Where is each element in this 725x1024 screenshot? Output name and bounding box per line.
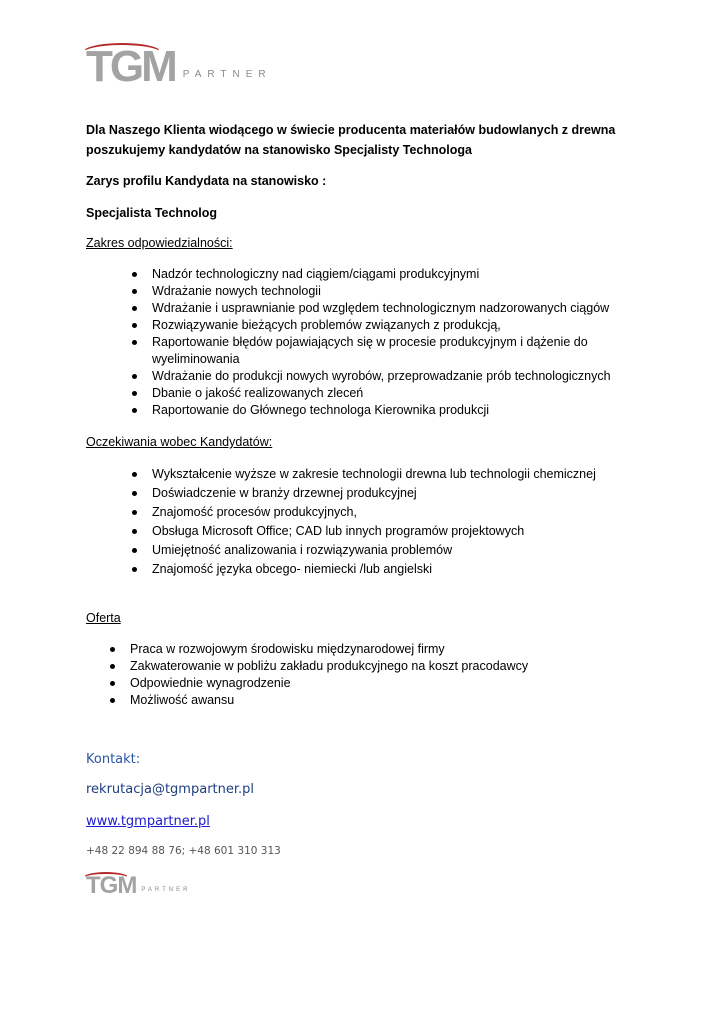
offer-heading: Oferta	[86, 611, 121, 625]
list-item: Wykształcenie wyższe w zakresie technologii drewna lub technologii chemicznej	[152, 466, 622, 483]
contact-email[interactable]: rekrutacja@tgmpartner.pl	[86, 782, 255, 797]
tgm-partner-logo-footer	[86, 872, 190, 900]
logo-partner-text: PARTNER	[141, 887, 191, 893]
list-item: Wdrażanie nowych technologii	[152, 283, 622, 300]
list-item: Raportowanie błędów pojawiających się w procesie produkcyjnym i dążenie do wyeliminowania	[152, 334, 622, 368]
list-item: Znajomość procesów produkcyjnych,	[152, 504, 622, 521]
list-item: Raportowanie do Głównego technologa Kierownika produkcji	[152, 402, 622, 419]
list-item: Praca w rozwojowym środowisku międzynarodowej firmy	[130, 641, 600, 658]
website-link[interactable]: www.tgmpartner.pl	[86, 814, 210, 829]
list-item: Wdrażanie do produkcji nowych wyrobów, przeprowadzanie prób technologicznych	[152, 368, 622, 385]
list-item: Nadzór technologiczny nad ciągiem/ciągami produkcyjnymi	[152, 266, 622, 283]
logo-swoosh-icon	[82, 43, 162, 63]
requirements-list	[152, 466, 622, 580]
list-item: Dbanie o jakość realizowanych zleceń	[152, 385, 622, 402]
list-item: Wdrażanie i usprawnianie pod względem technologicznym nadzorowanych ciągów	[152, 300, 622, 317]
list-item: Umiejętność analizowania i rozwiązywania problemów	[152, 542, 622, 559]
intro-line-1: Dla Naszego Klienta wiodącego w świecie producenta materiałów budowlanych z drewna	[86, 123, 616, 137]
tgm-partner-logo	[86, 42, 272, 92]
list-item: Odpowiednie wynagrodzenie	[130, 675, 600, 692]
profile-heading: Zarys profilu Kandydata na stanowisko :	[86, 174, 327, 188]
logo-mark: TGM	[86, 42, 175, 92]
list-item: Doświadczenie w branży drzewnej produkcyjnej	[152, 485, 622, 502]
responsibilities-list	[152, 266, 622, 419]
contact-phone: +48 22 894 88 76; +48 601 310 313	[86, 845, 281, 857]
logo-swoosh-icon	[83, 872, 129, 884]
requirements-heading: Oczekiwania wobec Kandydatów:	[86, 435, 273, 449]
list-item: Możliwość awansu	[130, 692, 600, 709]
responsibilities-heading: Zakres odpowiedzialności:	[86, 236, 233, 250]
contact-label: Kontakt:	[86, 752, 141, 767]
intro-line-2: poszukujemy kandydatów na stanowisko Specjalisty Technologa	[86, 143, 472, 157]
logo-mark: TGM	[86, 872, 136, 900]
list-item: Znajomość języka obcego- niemiecki /lub angielski	[152, 561, 622, 578]
list-item: Obsługa Microsoft Office; CAD lub innych programów projektowych	[152, 523, 622, 540]
list-item: Rozwiązywanie bieżących problemów związanych z produkcją,	[152, 317, 622, 334]
offer-list	[130, 641, 600, 709]
logo-partner-text: PARTNER	[182, 68, 272, 80]
list-item: Zakwaterowanie w pobliżu zakładu produkcyjnego na koszt pracodawcy	[130, 658, 600, 675]
position-title: Specjalista Technolog	[86, 206, 218, 220]
